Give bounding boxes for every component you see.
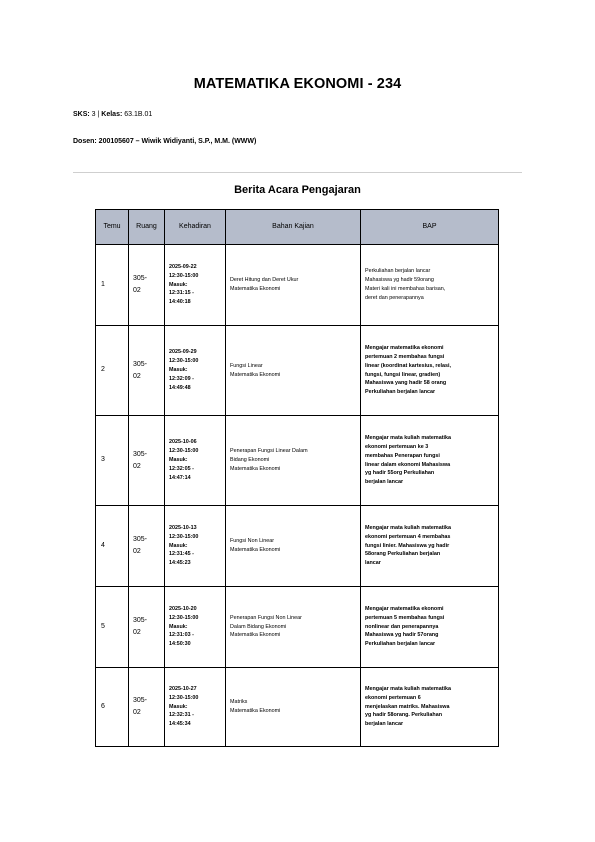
cell-temu: 3	[96, 416, 129, 506]
cell-bahan-kajian: Deret Hitung dan Deret Ukur Matematika Ekonomi	[226, 245, 361, 326]
cell-kehadiran: 2025-09-29 12:30-15:00 Masuk: 12:32:09 - 14:49:48	[165, 326, 226, 416]
header-bap: BAP	[361, 210, 499, 245]
table-row	[96, 416, 499, 506]
cell-kehadiran: 2025-10-27 12:30-15:00 Masuk: 12:32:31 - 14:45:34	[165, 668, 226, 747]
cell-bap: Mengajar mata kuliah matematika ekonomi pertemuan ke 3 membahas Penerapan fungsi linear dalam ekonomi Mahasiswa yg hadir 55org Perkuliahan berjalan lancar	[361, 416, 499, 506]
cell-kehadiran: 2025-10-20 12:30-15:00 Masuk: 12:31:03 - 14:50:30	[165, 587, 226, 668]
cell-temu: 6	[96, 668, 129, 747]
cell-temu: 2	[96, 326, 129, 416]
document-title: MATEMATIKA EKONOMI - 234	[193, 76, 402, 92]
dosen-label: Dosen:	[73, 138, 97, 145]
table-row	[96, 326, 499, 416]
cell-ruang: 305- 02	[129, 668, 165, 747]
cell-ruang: 305- 02	[129, 245, 165, 326]
table-header-row	[96, 210, 499, 245]
cell-ruang: 305- 02	[129, 587, 165, 668]
divider	[73, 172, 522, 173]
cell-ruang: 305- 02	[129, 506, 165, 587]
cell-kehadiran: 2025-09-22 12:30-15:00 Masuk: 12:31:15 - 14:40:18	[165, 245, 226, 326]
cell-bap: Mengajar mata kuliah matematika ekonomi pertemuan 4 membahas fungsi linier. Mahasiswa yg hadir 58orang Perkuliahan berjalan lancar	[361, 506, 499, 587]
lecturer-info	[73, 138, 256, 145]
table-row	[96, 506, 499, 587]
cell-bahan-kajian: Penerapan Fungsi Non Linear Dalam Bidang Ekonomi Matematika Ekonomi	[226, 587, 361, 668]
cell-bahan-kajian: Fungsi Linear Matematika Ekonomi	[226, 326, 361, 416]
header-kehadiran: Kehadiran	[165, 210, 226, 245]
cell-bap: Mengajar matematika ekonomi pertemuan 2 membahas fungsi linear (koordinat kartesius, relasi, fungsi, fungsi linear, gradien) Mahasiswa yang hadir 58 orang Perkuliahan berjalan lancar	[361, 326, 499, 416]
cell-kehadiran: 2025-10-06 12:30-15:00 Masuk: 12:32:05 - 14:47:14	[165, 416, 226, 506]
cell-temu: 5	[96, 587, 129, 668]
cell-bap: Mengajar mata kuliah matematika ekonomi pertemuan 6 menjelaskan matriks. Mahasiswa yg hadir 58orang. Perkuliahan berjalan lancar	[361, 668, 499, 747]
table-row	[96, 668, 499, 747]
bap-table	[95, 209, 499, 747]
header-bahan-kajian: Bahan Kajian	[226, 210, 361, 245]
course-info	[73, 111, 152, 118]
cell-bahan-kajian: Fungsi Non Linear Matematika Ekonomi	[226, 506, 361, 587]
section-title: Berita Acara Pengajaran	[234, 184, 361, 196]
sks-value: 3 |	[89, 111, 102, 118]
header-ruang: Ruang	[129, 210, 165, 245]
table-row	[96, 587, 499, 668]
cell-bap: Perkuliahan berjalan lancar Mahasiswa yg hadir 59orang Materi kali ini membahas barisan, deret dan penerapannya	[361, 245, 499, 326]
kelas-label: Kelas:	[101, 111, 123, 118]
table-row	[96, 245, 499, 326]
header-temu: Temu	[96, 210, 129, 245]
dosen-value: 200105607 – Wiwik Widiyanti, S.P., M.M. (WWW)	[96, 138, 257, 145]
cell-temu: 1	[96, 245, 129, 326]
cell-ruang: 305- 02	[129, 416, 165, 506]
kelas-value: 63.1B.01	[122, 111, 153, 118]
sks-label: SKS:	[73, 111, 90, 118]
cell-kehadiran: 2025-10-13 12:30-15:00 Masuk: 12:31:45 - 14:45:23	[165, 506, 226, 587]
cell-ruang: 305- 02	[129, 326, 165, 416]
cell-bahan-kajian: Matriks Matematika Ekonomi	[226, 668, 361, 747]
cell-temu: 4	[96, 506, 129, 587]
cell-bap: Mengajar matematika ekonomi pertemuan 5 membahas fungsi nonlinear dan penerapannya Mahasiswa yg hadir 57orang Perkuliahan berjalan lancar	[361, 587, 499, 668]
cell-bahan-kajian: Penerapan Fungsi Linear Dalam Bidang Ekonomi Matematika Ekonomi	[226, 416, 361, 506]
